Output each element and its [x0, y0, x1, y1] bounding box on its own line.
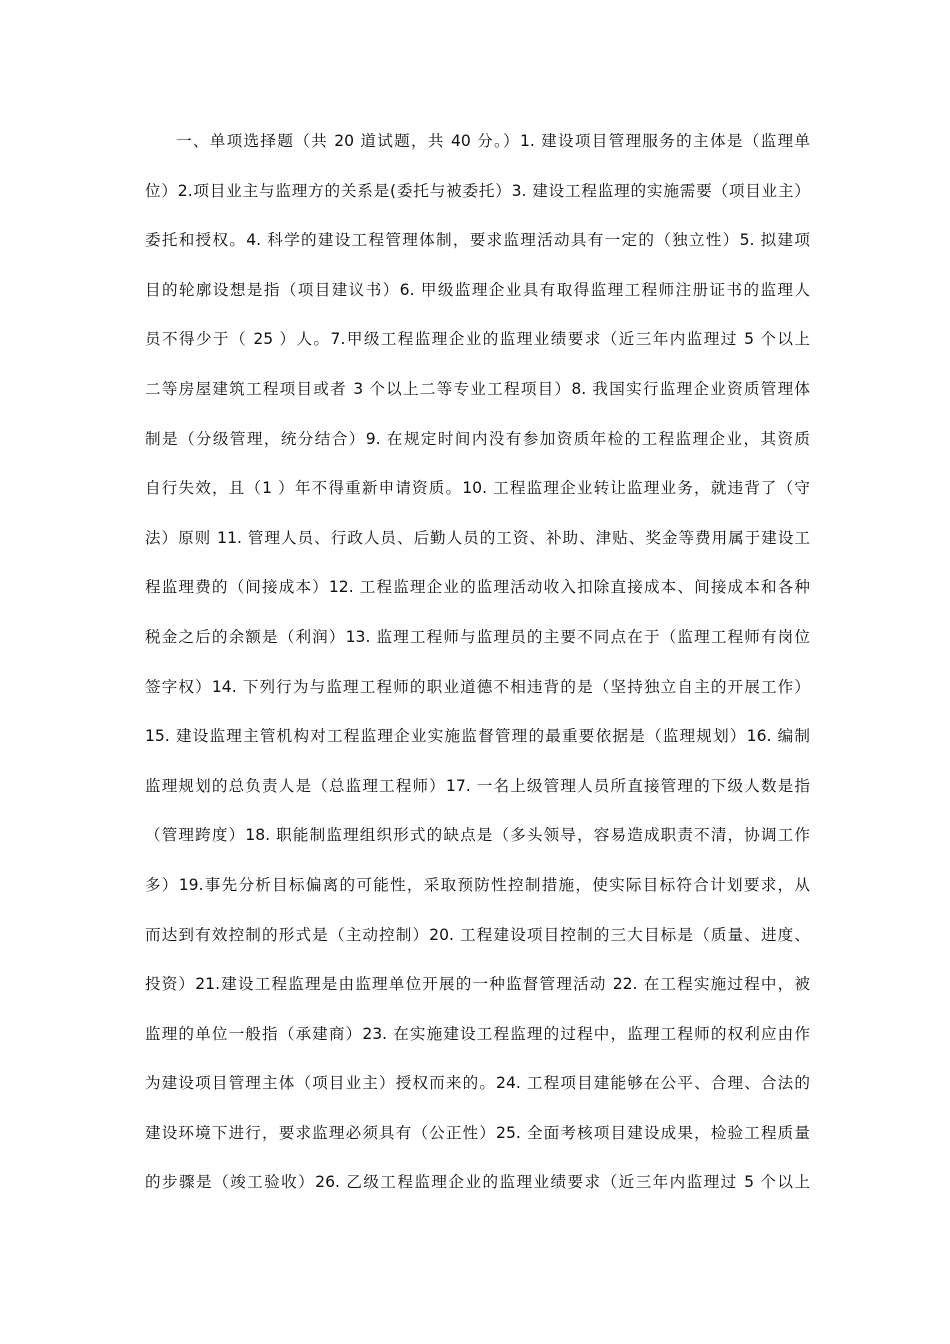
text-line: 建设环境下进行，要求监理必须具有（公正性）25. 全面考核项目建设成果，检验工程质量 [145, 1123, 810, 1142]
text-line: 二等房屋建筑工程项目或者 3 个以上二等专业工程项目）8. 我国实行监理企业资质管理体 [145, 379, 810, 398]
text-line: 自行失效，且（1 ）年不得重新申请资质。10. 工程监理企业转让监理业务，就违背了（守 [145, 479, 810, 498]
text-line: 法）原则 11. 管理人员、行政人员、后勤人员的工资、补助、津贴、奖金等费用属于建设工 [145, 528, 810, 547]
text-line: 15. 建设监理主管机构对工程监理企业实施监督管理的最重要依据是（监理规划）16. 编制 [145, 727, 810, 746]
text-line: 一、单项选择题（共 20 道试题，共 40 分。）1. 建设项目管理服务的主体是（监理单 [176, 132, 810, 150]
text-line: 委托和授权。4. 科学的建设工程管理体制，要求监理活动具有一定的（独立性）5. 拟建项 [145, 231, 810, 250]
text-line: 投资）21.建设工程监理是由监理单位开展的一种监督管理活动 22. 在工程实施过程中，被 [145, 975, 810, 994]
text-line: （管理跨度）18. 职能制监理组织形式的缺点是（多头领导，容易造成职责不清，协调工作 [145, 826, 810, 845]
text-line: 为建设项目管理主体（项目业主）授权而来的。24. 工程项目建能够在公平、合理、合法的 [145, 1074, 810, 1093]
text-line: 多）19.事先分析目标偏离的可能性，采取预防性控制措施，使实际目标符合计划要求，从 [145, 875, 810, 894]
text-line: 监理规划的总负责人是（总监理工程师）17. 一名上级管理人员所直接管理的下级人数是指 [145, 776, 810, 795]
text-line: 程监理费的（间接成本）12. 工程监理企业的监理活动收入扣除直接成本、间接成本和各种 [145, 578, 810, 597]
text-line: 而达到有效控制的形式是（主动控制）20. 工程建设项目控制的三大目标是（质量、进度、 [145, 925, 810, 944]
text-line: 签字权）14. 下列行为与监理工程师的职业道德不相违背的是（坚持独立自主的开展工作） [145, 677, 810, 696]
text-line: 目的轮廓设想是指（项目建议书）6. 甲级监理企业具有取得监理工程师注册证书的监理人 [145, 280, 810, 299]
body-paragraph [145, 124, 810, 1215]
text-line: 税金之后的余额是（利润）13. 监理工程师与监理员的主要不同点在于（监理工程师有岗位 [145, 627, 810, 646]
text-line: 制是（分级管理，统分结合）9. 在规定时间内没有参加资质年检的工程监理企业，其资质 [145, 429, 810, 448]
text-line: 的步骤是（竣工验收）26. 乙级工程监理企业的监理业绩要求（近三年内监理过 5 个以上 [145, 1173, 810, 1192]
text-line: 员不得少于（ 25 ）人。7.甲级工程监理企业的监理业绩要求（近三年内监理过 5 个以上 [145, 330, 810, 349]
text-line: 位）2.项目业主与监理方的关系是(委托与被委托）3. 建设工程监理的实施需要（项目业主） [145, 181, 810, 200]
text-line: 监理的单位一般指（承建商）23. 在实施建设工程监理的过程中，监理工程师的权利应由作 [145, 1024, 810, 1043]
